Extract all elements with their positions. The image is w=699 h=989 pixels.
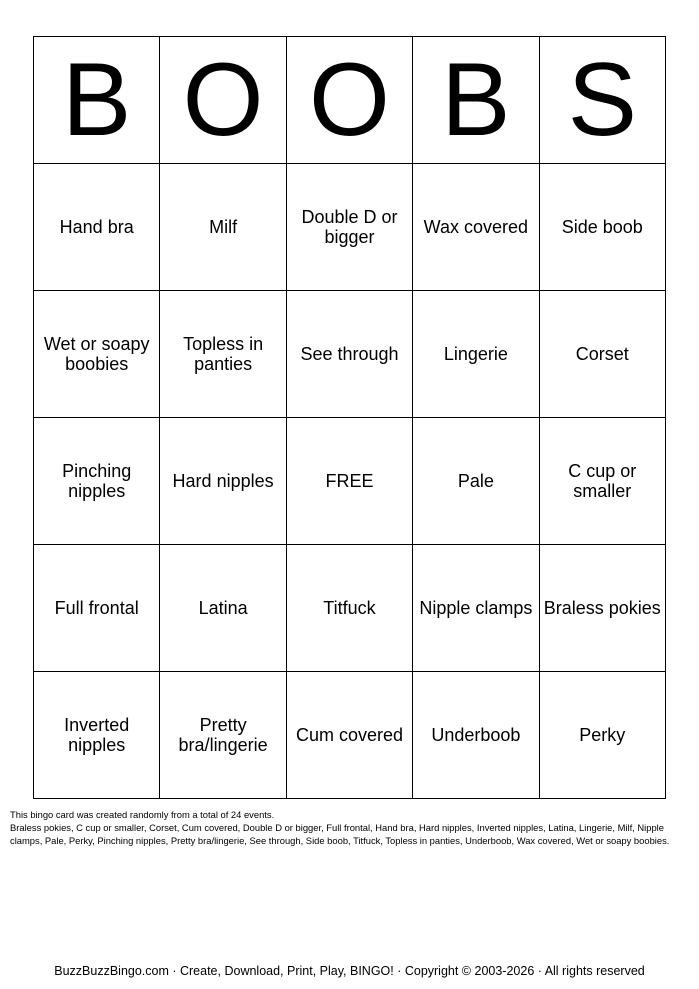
bingo-cell: Topless in panties xyxy=(160,291,286,418)
header-letter: O xyxy=(160,37,286,164)
bingo-cell: Titfuck xyxy=(286,545,412,672)
bingo-cell: Latina xyxy=(160,545,286,672)
bingo-cell: Pretty bra/lingerie xyxy=(160,672,286,799)
bingo-cell: See through xyxy=(286,291,412,418)
bingo-cell: Corset xyxy=(539,291,665,418)
bingo-cell: C cup or smaller xyxy=(539,418,665,545)
bingo-card xyxy=(33,36,666,799)
header-letter: S xyxy=(539,37,665,164)
card-row xyxy=(34,291,666,418)
header-letter: B xyxy=(34,37,160,164)
bingo-cell: Hard nipples xyxy=(160,418,286,545)
bingo-cell: Milf xyxy=(160,164,286,291)
bingo-cell: Inverted nipples xyxy=(34,672,160,799)
bingo-cell: Perky xyxy=(539,672,665,799)
header-row xyxy=(34,37,666,164)
header-letter: O xyxy=(286,37,412,164)
bingo-cell: Full frontal xyxy=(34,545,160,672)
bingo-cell: Wet or soapy boobies xyxy=(34,291,160,418)
card-row xyxy=(34,672,666,799)
bingo-cell: Cum covered xyxy=(286,672,412,799)
bingo-cell: Lingerie xyxy=(413,291,539,418)
card-row xyxy=(34,545,666,672)
bingo-cell: Double D or bigger xyxy=(286,164,412,291)
bingo-cell: Pinching nipples xyxy=(34,418,160,545)
card-row xyxy=(34,164,666,291)
bingo-cell: Hand bra xyxy=(34,164,160,291)
card-row xyxy=(34,418,666,545)
header-letter: B xyxy=(413,37,539,164)
bingo-cell: Braless pokies xyxy=(539,545,665,672)
free-cell: FREE xyxy=(286,418,412,545)
bingo-cell: Pale xyxy=(413,418,539,545)
bingo-cell: Wax covered xyxy=(413,164,539,291)
card-info xyxy=(10,808,688,847)
card-info-summary: This bingo card was created randomly from a total of 24 events. xyxy=(10,809,275,820)
bingo-cell: Nipple clamps xyxy=(413,545,539,672)
card-info-events: Braless pokies, C cup or smaller, Corset, Cum covered, Double D or bigger, Full frontal, Hand bra, Hard nipples, Inverted nipples, Latina, Lingerie, Milf, Nipple clamps, Pale, Perky, Pinching nipples, Pretty bra/lingerie, See through, Side boob, Titfuck, Topless in panties, Underboob, Wax covered, Wet or soapy boobies. xyxy=(10,822,670,846)
site-footer: BuzzBuzzBingo.com · Create, Download, Print, Play, BINGO! · Copyright © 2003-2026 · All rights reserved xyxy=(54,964,645,978)
bingo-cell: Underboob xyxy=(413,672,539,799)
bingo-cell: Side boob xyxy=(539,164,665,291)
